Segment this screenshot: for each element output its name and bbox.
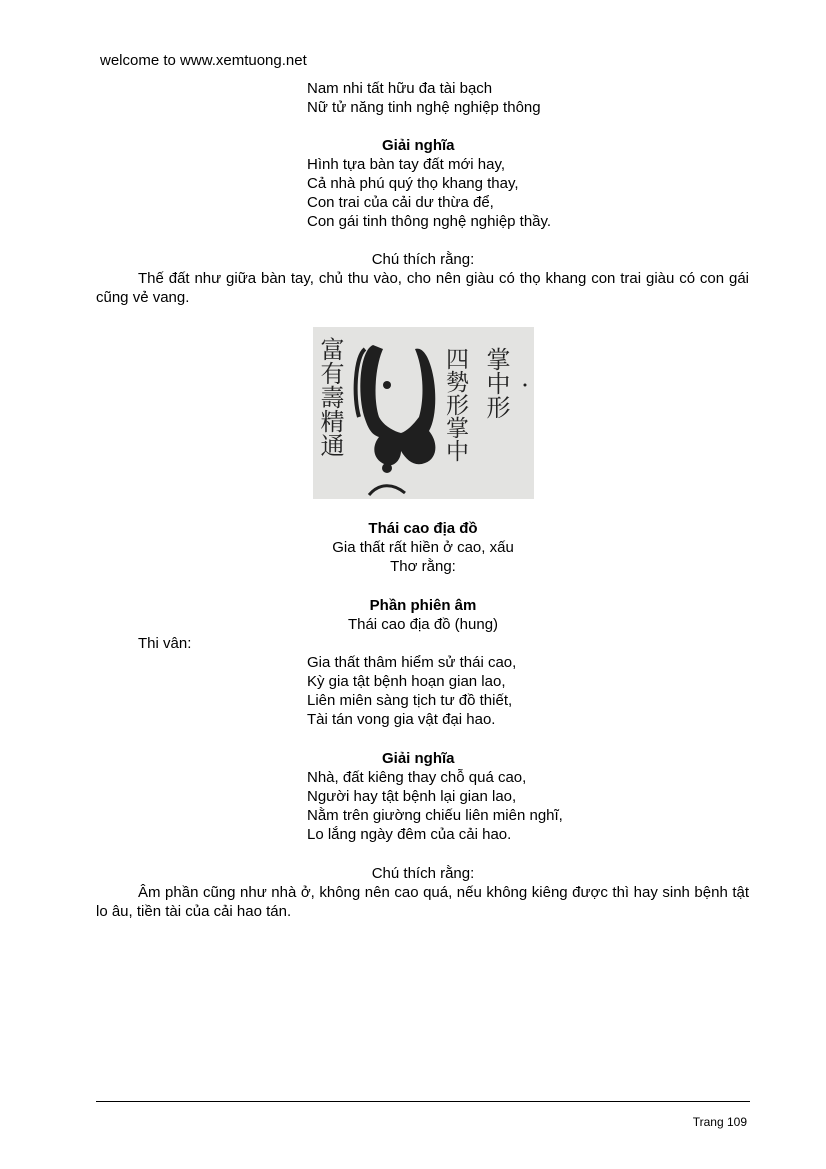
verse-line: Gia thất thâm hiểm sử thái cao, xyxy=(307,654,517,671)
note-paragraph: Thế đất như giữa bàn tay, chủ thu vào, cho nên giàu có thọ khang con trai giàu có con gái cũng vẻ vang. xyxy=(96,270,749,306)
note-title: Chú thích rằng: xyxy=(371,865,475,882)
footer-divider xyxy=(96,1101,750,1102)
verse-line: Tài tán vong gia vật đại hao. xyxy=(307,711,496,728)
terrain-mark xyxy=(524,384,527,387)
site-header: welcome to www.xemtuong.net xyxy=(100,52,307,69)
verse-line: Nam nhi tất hữu đa tài bạch xyxy=(307,80,493,97)
section-title: Thái cao địa đồ xyxy=(368,520,478,537)
meaning-line: Nằm trên giường chiếu liên miên nghĩ, xyxy=(307,807,563,824)
meaning-title: Giải nghĩa xyxy=(382,137,455,154)
terrain-dot xyxy=(383,381,391,389)
phonetic-subtitle: Thái cao địa đồ (hung) xyxy=(347,616,499,633)
hand-terrain-shape xyxy=(360,345,435,465)
meaning-line: Lo lắng ngày đêm của cải hao. xyxy=(307,826,512,843)
page-number: Trang 109 xyxy=(692,1115,747,1129)
meaning-title: Giải nghĩa xyxy=(382,750,455,767)
verse-line: Kỳ gia tật bệnh hoạn gian lao, xyxy=(307,673,506,690)
thi-van-label: Thi vân: xyxy=(138,635,192,652)
section-subtitle: Gia thất rất hiền ở cao, xấu xyxy=(332,539,514,556)
verse-line: Nữ tử năng tinh nghệ nghiệp thông xyxy=(307,99,541,116)
meaning-line: Hình tựa bàn tay đất mới hay, xyxy=(307,156,506,173)
meaning-line: Cả nhà phú quý thọ khang thay, xyxy=(307,175,519,192)
meaning-line: Người hay tật bệnh lại gian lao, xyxy=(307,788,517,805)
verse-line: Liên miên sàng tịch tư đồ thiết, xyxy=(307,692,513,709)
figure-characters-left: 富有壽精通 xyxy=(316,337,344,457)
terrain-diagram xyxy=(313,327,534,499)
figure-characters-mid: 四勢形掌中 xyxy=(442,347,468,462)
meaning-line: Con trai của cải dư thừa để, xyxy=(307,194,494,211)
terrain-arc xyxy=(369,486,405,495)
note-title: Chú thích rằng: xyxy=(371,251,475,268)
figure-characters-right: 掌中形 xyxy=(482,347,510,419)
note-paragraph: Âm phần cũng như nhà ở, không nên cao quá, nếu không kiêng được thì hay sinh bệnh tật lo âu, tiền tài của cải hao tán. xyxy=(96,884,749,920)
terrain-dot xyxy=(382,463,392,473)
meaning-line: Con gái tinh thông nghệ nghiệp thầy. xyxy=(307,213,552,230)
meaning-line: Nhà, đất kiêng thay chỗ quá cao, xyxy=(307,769,527,786)
poem-intro: Thơ rằng: xyxy=(390,558,456,575)
phonetic-title: Phần phiên âm xyxy=(369,597,477,614)
